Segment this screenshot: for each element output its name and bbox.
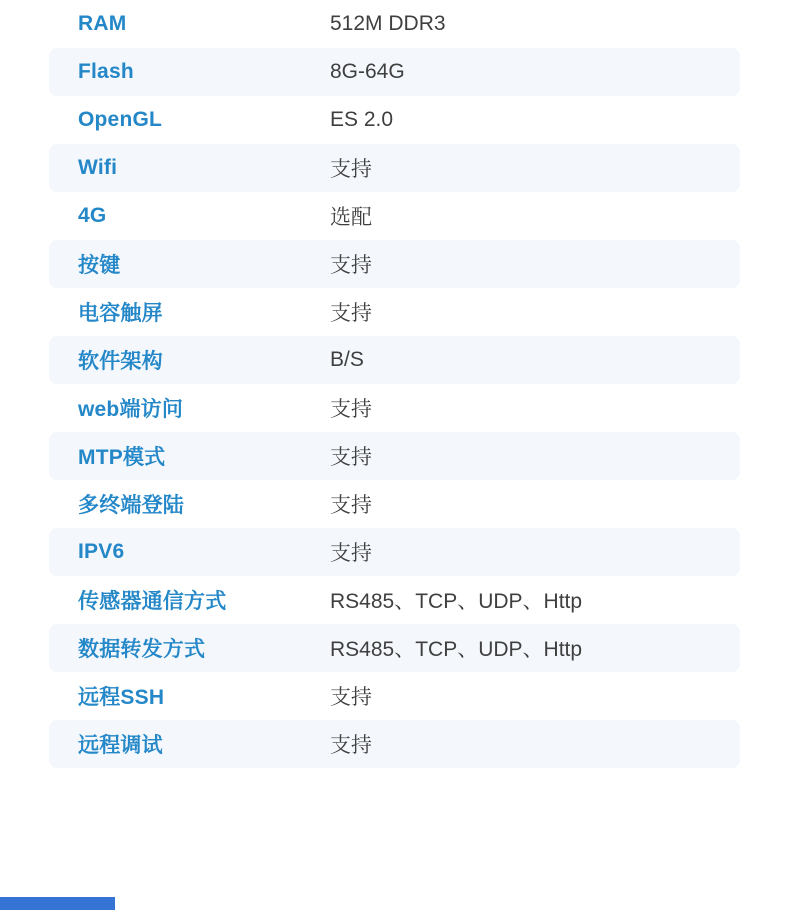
spec-value: 支持 [330,446,372,469]
spec-row [49,720,740,768]
spec-value: RS485、TCP、UDP、Http [330,590,583,613]
spec-value: 支持 [330,302,372,325]
spec-value: ES 2.0 [330,108,394,131]
spec-label: IPV6 [78,540,125,563]
spec-label: web端访问 [78,398,184,421]
spec-label: 远程调试 [78,734,163,757]
spec-value: 支持 [330,398,372,421]
spec-value: RS485、TCP、UDP、Http [330,638,583,661]
partial-blue-bar [0,897,115,910]
spec-row [49,432,740,480]
spec-value: 支持 [330,686,372,709]
spec-label: Flash [78,60,134,83]
spec-row [49,96,740,144]
spec-value: 支持 [330,494,372,517]
spec-row [49,288,740,336]
spec-value: 支持 [330,542,372,565]
spec-row [49,240,740,288]
spec-label: Wifi [78,156,118,179]
spec-label: MTP模式 [78,446,166,469]
spec-value: 512M DDR3 [330,12,446,35]
spec-row [49,624,740,672]
spec-value: 支持 [330,254,372,277]
spec-row [49,48,740,96]
spec-value: 8G-64G [330,60,405,83]
spec-label: 数据转发方式 [78,638,206,661]
spec-label: 多终端登陆 [78,494,184,517]
spec-value: 选配 [330,206,372,229]
spec-row [49,144,740,192]
spec-label: 软件架构 [78,350,163,373]
spec-label: OpenGL [78,108,163,131]
spec-row [49,672,740,720]
spec-label: 传感器通信方式 [78,590,227,613]
spec-row [49,528,740,576]
spec-value: 支持 [330,158,372,181]
spec-label: 按键 [78,254,121,277]
spec-row [49,192,740,240]
spec-row [49,336,740,384]
spec-value: B/S [330,348,364,371]
spec-label: 4G [78,204,107,227]
spec-label: 电容触屏 [78,302,163,325]
spec-label: 远程SSH [78,686,165,709]
spec-row [49,0,740,48]
spec-row [49,576,740,624]
spec-label: RAM [78,12,127,35]
spec-row [49,480,740,528]
spec-row [49,384,740,432]
spec-value: 支持 [330,734,372,757]
